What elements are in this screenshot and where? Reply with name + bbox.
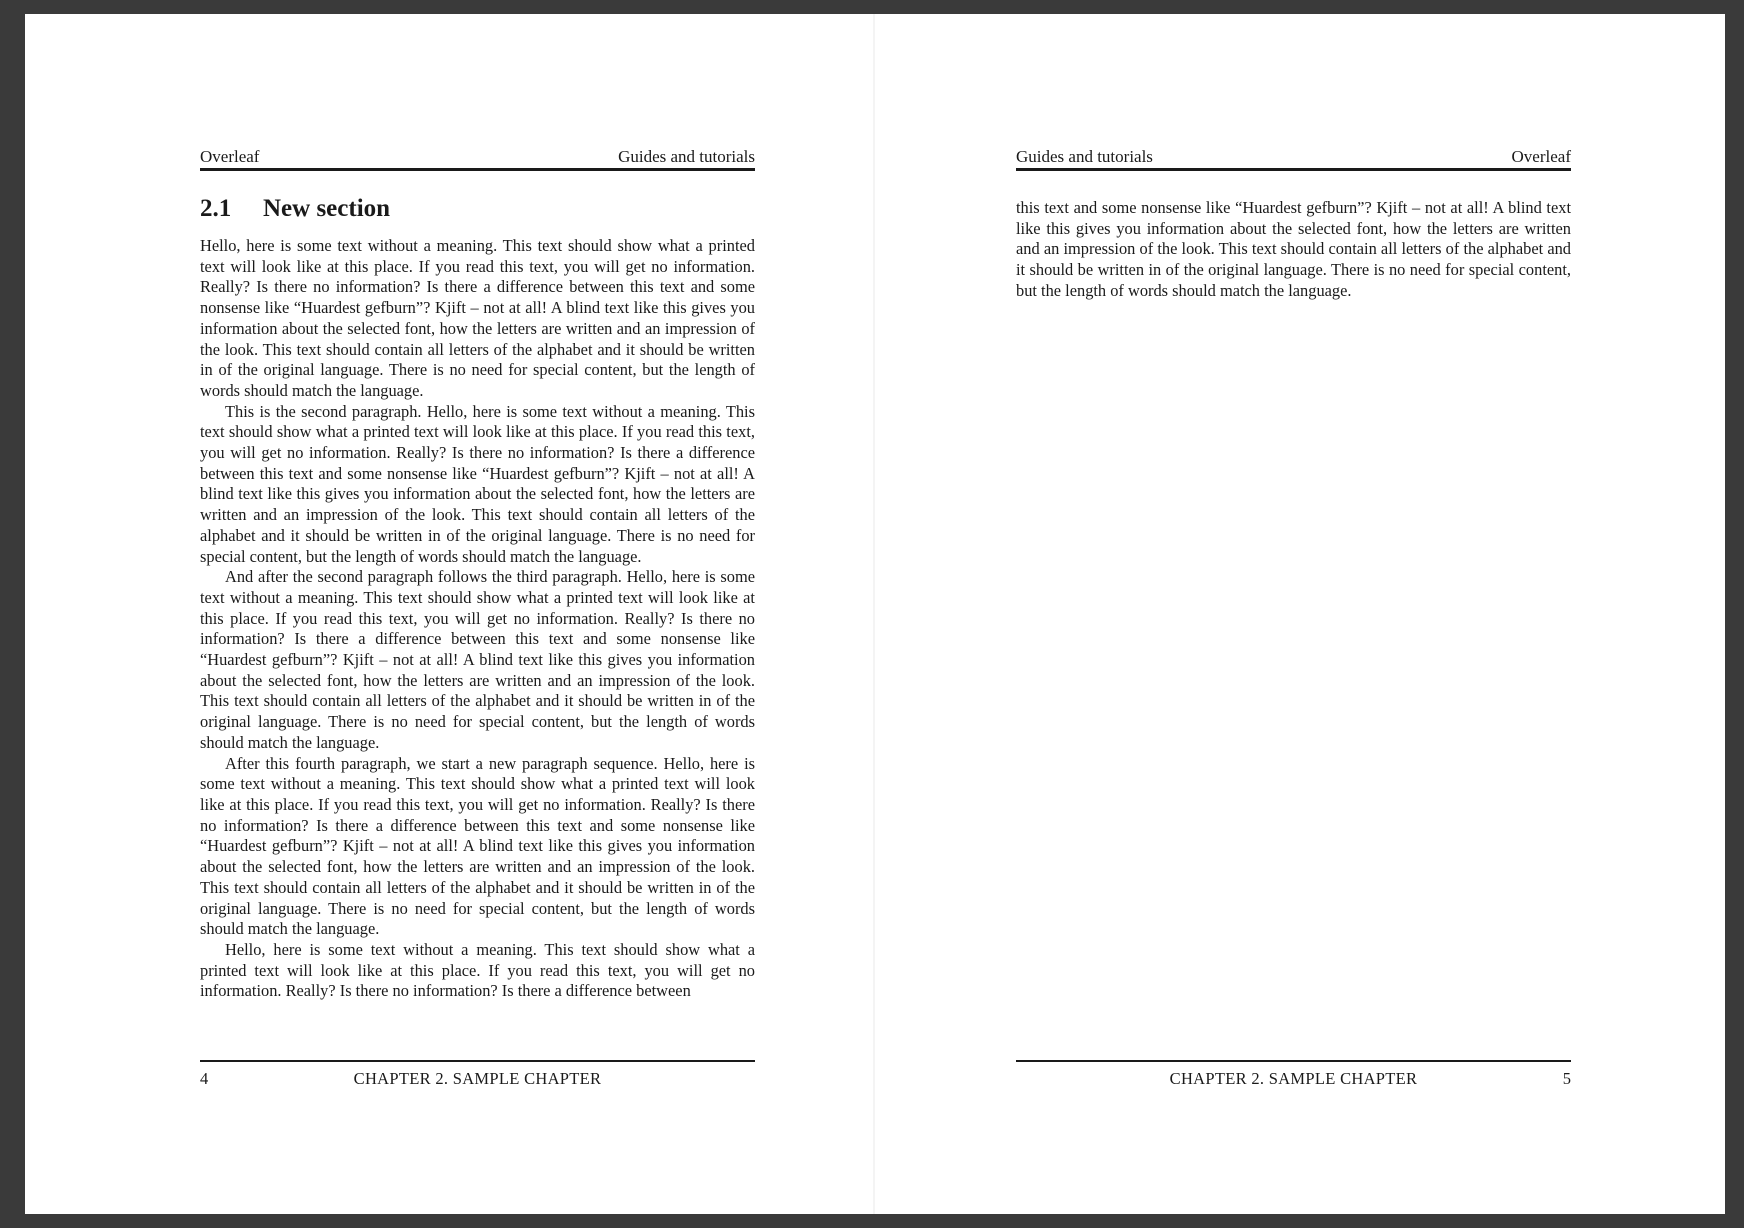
page-4 bbox=[25, 14, 873, 1214]
body-text bbox=[200, 236, 755, 1061]
section-heading bbox=[200, 193, 755, 225]
page-number: 4 bbox=[200, 1069, 209, 1088]
footer-chapter: CHAPTER 2. SAMPLE CHAPTER bbox=[353, 1069, 602, 1088]
pdf-viewer[interactable] bbox=[25, 14, 1725, 1214]
page-5 bbox=[875, 14, 1723, 1214]
paragraph: this text and some nonsense like “Huardest gefburn”? Kjift – not at all! A blind text like this gives you information about the selected font, how the letters are written and an impression of the look. This text should contain all letters of the alphabet and it should be written in of the original language. There is no need for special content, but the length of words should match the language. bbox=[1016, 198, 1571, 300]
running-footer bbox=[1016, 1060, 1571, 1093]
running-header bbox=[200, 146, 755, 171]
paragraph: Hello, here is some text without a meaning. This text should show what a printed text will look like at this place. If you read this text, you will get no information. Really? Is there no information? Is there a difference between this text and some nonsense like “Huardest gefburn”? Kjift – not at all! A blind text like this gives you information about the selected font, how the letters are written and an impression of the look. This text should contain all letters of the alphabet and it should be written in of the original language. There is no need for special content, but the length of words should match the language. bbox=[200, 236, 755, 400]
page-number: 5 bbox=[1562, 1069, 1571, 1088]
running-header bbox=[1016, 146, 1571, 171]
paragraph: This is the second paragraph. Hello, here is some text without a meaning. This text should show what a printed text will look like at this place. If you read this text, you will get no information. Really? Is there no information? Is there a difference between this text and some nonsense like “Huardest gefburn”? Kjift – not at all! A blind text like this gives you information about the selected font, how the letters are written and an impression of the look. This text should contain all letters of the alphabet and it should be written in of the original language. There is no need for special content, but the length of words should match the language. bbox=[200, 401, 755, 566]
paragraph: And after the second paragraph follows the third paragraph. Hello, here is some text without a meaning. This text should show what a printed text will look like at this place. If you read this text, you will get no information. Really? Is there no information? Is there a difference between this text and some nonsense like “Huardest gefburn”? Kjift – not at all! A blind text like this gives you information about the selected font, how the letters are written and an impression of the look. This text should contain all letters of the alphabet and it should be written in of the original language. There is no need for special content, but the length of words should match the language. bbox=[200, 567, 755, 752]
header-left: Guides and tutorials bbox=[1016, 147, 1153, 166]
footer-chapter: CHAPTER 2. SAMPLE CHAPTER bbox=[1169, 1069, 1418, 1088]
header-right: Guides and tutorials bbox=[618, 147, 755, 166]
running-footer bbox=[200, 1060, 755, 1093]
paragraph: Hello, here is some text without a meaning. This text should show what a printed text will look like at this place. If you read this text, you will get no information. Really? Is there no information? Is there a difference between bbox=[200, 939, 755, 1001]
header-left: Overleaf bbox=[200, 147, 260, 166]
paragraph: After this fourth paragraph, we start a new paragraph sequence. Hello, here is some text without a meaning. This text should show what a printed text will look like at this place. If you read this text, you will get no information. Really? Is there no information? Is there a difference between this text and some nonsense like “Huardest gefburn”? Kjift – not at all! A blind text like this gives you information about the selected font, how the letters are written and an impression of the look. This text should contain all letters of the alphabet and it should be written in of the original language. There is no need for special content, but the length of words should match the language. bbox=[200, 753, 755, 939]
body-text bbox=[1016, 198, 1571, 302]
section-title: New section bbox=[263, 195, 391, 222]
header-right: Overleaf bbox=[1511, 147, 1571, 166]
section-number: 2.1 bbox=[200, 195, 232, 222]
